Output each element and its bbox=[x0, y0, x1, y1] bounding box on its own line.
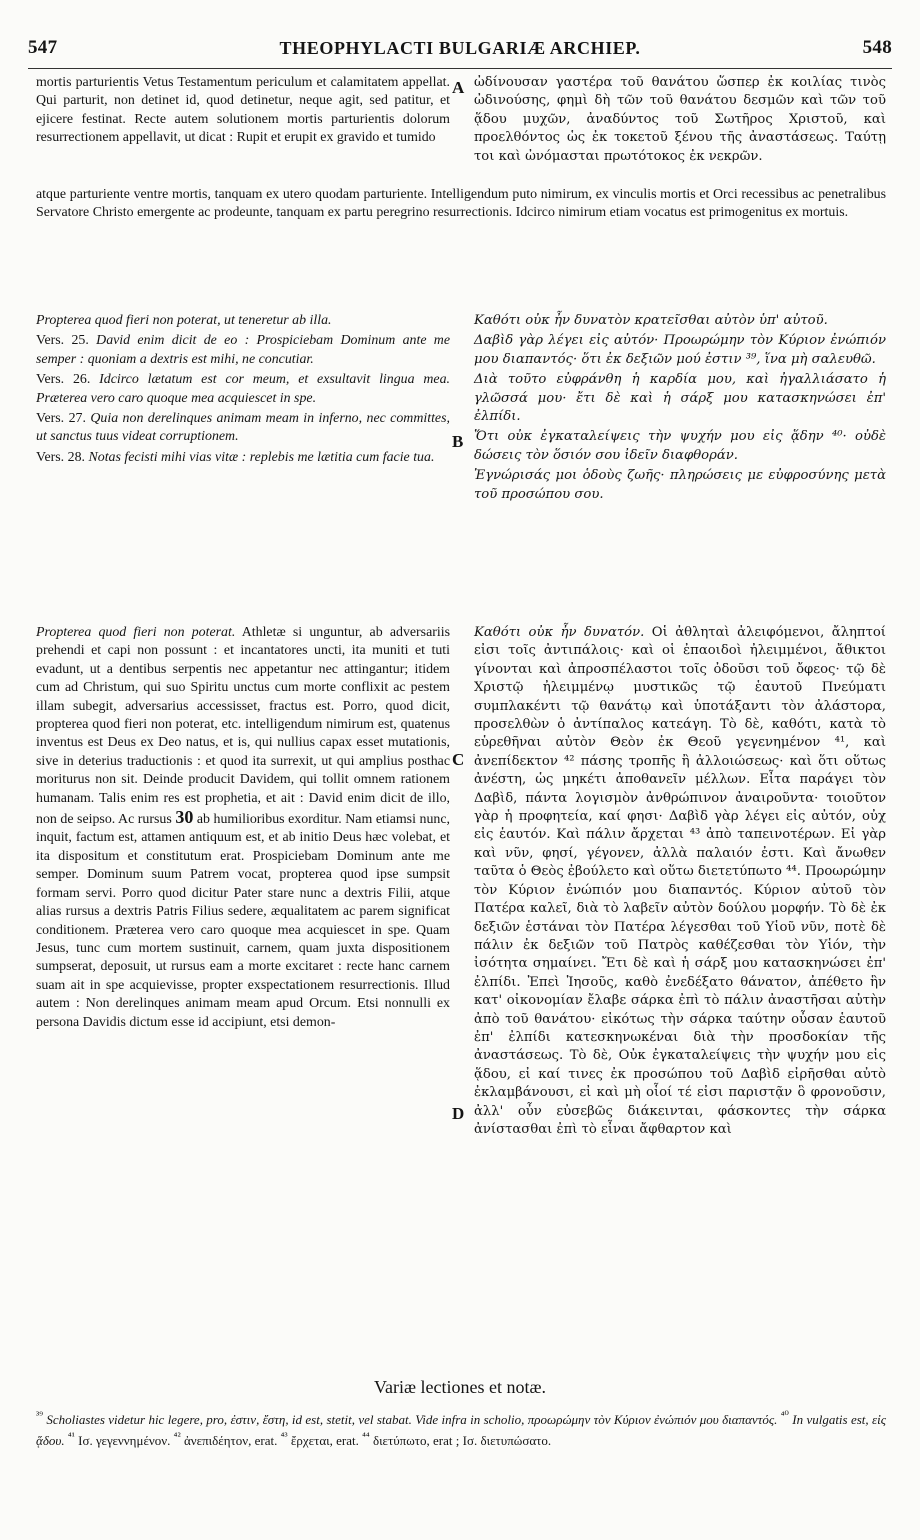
latin-intro-paragraph: mortis parturientis Vetus Testamentum periculum et calamitatem appellat. Qui parturit, non detinet id, quod detinetur, neque agit, sed patitur, et ejicere festinat. Recte autem solutionem mortis parturientis dolorum resurrectionem appellavit, ut dicat : Rupit et erupit ex gravido et tumido bbox=[36, 75, 450, 146]
footnote-40: $^{^{40}}$ In vulgatis est, εἰς ᾅδου. bbox=[36, 1410, 887, 1448]
latin-verses bbox=[36, 312, 450, 467]
section-marker-b: B bbox=[452, 432, 464, 451]
latin-verse-27: Vers. 27. Quia non derelinques animam meam in inferno, nec committes, ut sanctus tuus videat corruptionem. bbox=[36, 411, 450, 445]
running-header bbox=[28, 28, 892, 68]
greek-verse-24: Καθότι οὐκ ἦν δυνατὸν κρατεῖσθαι αὐτὸν ὑπ' αὐτοῦ. bbox=[474, 313, 828, 328]
footnote-41: $^{^{41}}$ Ισ. γεγεννημένον. bbox=[67, 1430, 171, 1448]
column-number-30: 30 bbox=[175, 807, 194, 828]
latin-commentary: Propterea quod fieri non poterat. Athletæ si unguntur, ab adversariis prehendi et capi non possunt : et incantatores uncti, ita muniti et tuti evadunt, ut a dentibus serpentis nec appetantur nec attingantur; itidem cum ad Christum, qui suo Spiritu unctus cum morte conflixit ac pestem illam subegit, adversarius accessisset, fractus est. Porro, quod dicit, propterea quod fieri non poterat, etc. intelligendum nimirum est, quatenus inventus est Deus ex Deo natus, et is, qui nullius capax esset mutationis, sive in deterius traductionis : et quod ita surrexit, ut qui amplius posthac moriturus non sit. Deinde producit Davidem, qui tollit omnem rationem humanam. Talis enim res est prophetia, et ait : David enim dicit de illo, non de seipso. Ac rursus 30 ab humilioribus exorditur. Nam etiamsi nunc, inquit, factum est, attamen antiquum est, et ab initio Deus hæc volebat, et ita dispositum et constitutum erat. Prospiciebam Dominum ante me semper. Dominum suum Patrem vocat, propterea quod ipse sumpsit formam servi. Porro quod dicitur Pater stare nunc a dextris Filii, atque alias rursus a dextris Patris Filius sedere, æqualitatem ac parem significat conditionem. Præterea vero caro quoque mea acquiescet in spe. Quam Jesus, tunc cum mortem sustinuit, carnem, quam juxta dispositionem sumpserat, deposuit, ut rursus eam a morte excitaret : recte hanc carnem suam ait in spe acquievisse, propter exspectationem resurrectionis. Illud autem : Non derelinques animam meam apud Orcum. Etsi nonnulli ex persona Davidis dictum esse id accipiunt, etsi demon- bbox=[36, 625, 450, 1030]
right-page-number: 548 bbox=[862, 37, 892, 58]
greek-commentary: Καθότι οὐκ ἦν δυνατόν. Οἱ ἀθληταὶ ἀλειφόμενοι, ἄληπτοί εἰσι τοῖς ἀντιπάλοις· καὶ οἱ ἐπαοιδοὶ ἠλειμμένοι, ἄθικτοι γίνονται καὶ ἀπροσπέλαστοι τοῖς ὀδοῦσι τοῦ ὄφεος· τῷ δὲ Χριστῷ ἠλειμμένῳ μυστικῶς τῷ ἑαυτοῦ Πνεύματι συμπλακέντι τῷ θανάτῳ καὶ ὑποτάξαντι τὸν ἀλάστορα, προσελθὼν ὁ ἀντίπαλος κατεάγη. Τὸ δὲ, καθότι, κατὰ τὸ εὑρεθῆναι αὐτὸν Θεὸν ἐκ Θεοῦ γεγενημένον ⁴¹, καὶ ἀνεπίδεκτον ⁴² πάσης τροπῆς ἢ ἀλλοιώσεως· καὶ ὅτι οὕτως ἀνέστη, ὡς μηκέτι ἀποθανεῖν μέλλων. Εἶτα παράγει τὸν Δαβὶδ, πάντα λογισμὸν ἀνθρώπινον ἀναιροῦντα· τοιοῦτον γὰρ ἡ προφητεία, καί φησι· Δαβὶδ γὰρ λέγει εἰς αὐτόν, οὐχ εἰς ἑαυτόν. Καὶ πάλιν ἄρχεται ⁴³ ἀπὸ ταπεινοτέρων. Εἰ γὰρ καὶ νῦν, φησί, γέγονεν, ἀλλὰ παλαιόν ἐστι. Καὶ ἄνωθεν ταῦτα ὁ Θεὸς ἐβούλετο καὶ οὕτω διετετύπωτο ⁴⁴. Προωρώμην τὸν Κύριον ἐνώπιόν μου διαπαντός. Κύριον αὐτοῦ τὸν Πατέρα καλεῖ, διὰ τὸ λαβεῖν αὐτὸν δούλου μορφήν. Τὸ δὲ ἐκ δεξιῶν ἑστάναι τὸν Πατέρα λέγεσθαι τοῦ Υἱοῦ νῦν, ποτὲ δὲ πάλιν ἐκ δεξιῶν τοῦ Πατρὸς καθέζεσθαι τὸν Υἱόν, τὴν ἰσότητα σημαίνει. Ἔτι δὲ καὶ ἡ σάρξ μου κατασκηνώσει ἐπ' ἐλπίδι. Ἐπεὶ Ἰησοῦς, καθὸ ἐνεδέξατο θάνατον, ἀπέθετο ἣν κατ' οἰκονομίαν ἔλαβε σάρκα ἐπὶ τὸ πάλιν ἀναστῆσαι αὐτὴν ἀπὸ τοῦ θανάτου· εἰκότως τὴν σάρκα ταύτην οὖσαν ἑαυτοῦ ἐπ' ἐλπίδι κατεσκηνωκέναι διὰ τὴν προσδοκίαν τῆς ἀναστάσεως. Τὸ δὲ, Οὐκ ἐγκαταλείψεις τὴν ψυχήν μου εἰς ᾅδου, εἰ καί τινες ἐκ προσώπου τοῦ Δαβὶδ εἰρῆσθαι αὐτὸ ἐκλαμβάνουσι, εἰ καὶ μὴ οἷοί τέ εἰσι παριστᾷν ὃ φρονοῦσιν, ἀλλ' οὖν εὐσεβῶς διάκεινται, φάσκοντες τὴν σάρκα ἀνίστασθαι ἐπὶ τὸ εἶναι ἄφθαρτον καὶ bbox=[474, 625, 887, 1137]
footnote-42: $^{^{42}}$ ἀνεπιδέητον, erat. bbox=[173, 1430, 278, 1448]
latin-commentary-lemma: Propterea quod fieri non poterat. bbox=[36, 625, 236, 640]
latin-verse-24-lemma: Propterea quod fieri non poterat, ut teneretur ab illa. bbox=[36, 313, 332, 328]
greek-verses bbox=[474, 312, 886, 504]
latin-verse-25: Vers. 25. David enim dicit de eo : Prospiciebam Dominum ante me semper : quoniam a dextris est mihi, ne concutiar. bbox=[36, 333, 450, 367]
greek-verse-25: Δαβὶδ γὰρ λέγει εἰς αὐτόν· Προωρώμην τὸν Κύριον ἐνώπιόν μου διαπαντός· ὅτι ἐκ δεξιῶν μού ἐστιν ³⁹, ἵνα μὴ σαλευθῶ. bbox=[474, 333, 886, 367]
section-marker-a: A bbox=[452, 78, 465, 97]
greek-verse-28: Ἐγνώρισάς μοι ὁδοὺς ζωῆς· πληρώσεις με εὐφροσύνης μετὰ τοῦ προσώπου σου. bbox=[474, 468, 886, 502]
verse-label: Vers. 27. bbox=[36, 411, 86, 427]
greek-verse-27: Ὅτι οὐκ ἐγκαταλείψεις τὴν ψυχήν μου εἰς ᾅδην ⁴⁰· οὐδὲ δώσεις τὸν ὅσιόν σου ἰδεῖν διαφθοράν. bbox=[474, 429, 886, 463]
header-rule bbox=[28, 68, 892, 69]
greek-intro-paragraph: ὠδίνουσαν γαστέρα τοῦ θανάτου ὥσπερ ἐκ κοιλίας τινὸς ὠδινούσης, φημὶ δὴ τῶν τοῦ θανάτου δεσμῶν καὶ τῶν τοῦ ᾅδου μυχῶν, ἀναδύντος τοῦ Σωτῆρος Χριστοῦ, καὶ προελθόντος ὡς ἐκ τοκετοῦ ξένου τῆς ἀναστάσεως. Ταύτῃ τοι καὶ ὠνόμασται πρωτότοκος ἐκ νεκρῶν. bbox=[474, 75, 886, 164]
verse-label: Vers. 26. bbox=[36, 372, 91, 388]
latin-verse-26: Vers. 26. Idcirco lætatum est cor meum, et exsultavit lingua mea. Præterea vero caro quoque mea acquiescet in spe. bbox=[36, 372, 451, 406]
greek-verse-26: Διὰ τοῦτο εὐφράνθη ἡ καρδία μου, καὶ ἠγαλλιάσατο ἡ γλῶσσά μου· ἔτι δὲ καὶ ἡ σάρξ μου κατασκηνώσει ἐπ' ἐλπίδι. bbox=[474, 372, 886, 425]
footnote-43: $^{^{43}}$ ἔρχεται, erat. bbox=[280, 1430, 359, 1448]
greek-commentary-lemma: Καθότι οὐκ ἦν δυνατόν. bbox=[474, 625, 645, 640]
section-marker-d: D bbox=[452, 1104, 465, 1123]
latin-verse-28: Vers. 28. Notas fecisti mihi vias vitæ : replebis me lætitia cum facie tua. bbox=[36, 449, 435, 465]
section-marker-c: C bbox=[452, 750, 465, 769]
footnote-44: $^{^{44}}$ διετύπωτο, erat ; Ισ. διετυπώσατο. bbox=[362, 1430, 552, 1448]
verse-label: Vers. 28. bbox=[36, 449, 85, 465]
footnote-39: $^{^{39}}$ Scholiastes videtur hic legere, pro, ἐστιν, ἔστη, id est, stetit, vel stabat. Vide infra in scholio, προωρώμην τὸν Κύριον ἐνώπιόν μου διαπαντός. bbox=[36, 1410, 778, 1428]
footnotes bbox=[36, 1408, 886, 1449]
notes-title: Variæ lectiones et notæ. bbox=[374, 1377, 546, 1397]
full-width-paragraph: atque parturiente ventre mortis, tanquam ex utero quodam parturiente. Intelligendum puto nimirum, ex vinculis mortis et Orci recessibus ac penetralibus Servatore Christo emergente ac prodeunte, tanquam ex partu peregrino resurrectionis. Idcirco nimirum etiam vocatus est primogenitus ex mortuis. bbox=[36, 187, 886, 221]
verse-label: Vers. 25. bbox=[36, 333, 89, 349]
left-page-number: 547 bbox=[28, 37, 58, 58]
running-title: THEOPHYLACTI BULGARIÆ ARCHIEP. bbox=[279, 37, 641, 58]
